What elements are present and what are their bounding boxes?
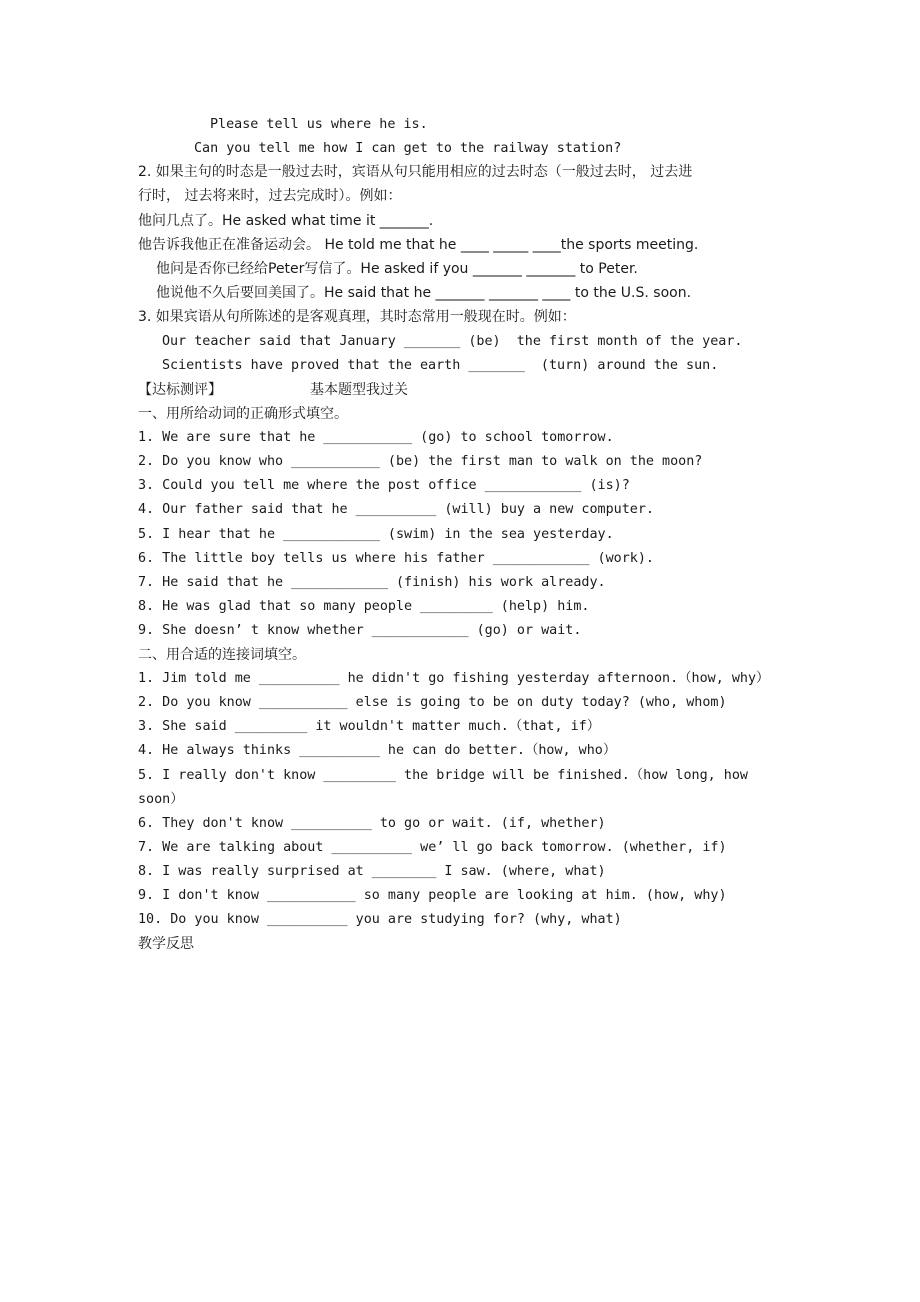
exercise-item: 2. Do you know ___________ else is going to be on duty today? (who, whom)	[138, 695, 727, 710]
exercise-item: 3. Could you tell me where the post office ____________ (is)?	[138, 478, 630, 493]
rule-3: 3. 如果宾语从句所陈述的是客观真理，其时态常用一般现在时。例如：	[138, 309, 576, 325]
example-teacher: Our teacher said that January _______ (be) the first month of the year.	[162, 334, 743, 349]
exercise-item: 5. I hear that he ____________ (swim) in the sea yesterday.	[138, 527, 614, 542]
part-2-heading: 二、用合适的连接词填空。	[138, 647, 306, 663]
section-subtitle: 基本题型我过关	[310, 382, 408, 398]
example-what-time: 他问几点了。He asked what time it _______.	[138, 213, 434, 229]
exercise-item: 2. Do you know who ___________ (be) the first man to walk on the moon?	[138, 454, 703, 469]
example-please-tell: Please tell us where he is.	[210, 117, 428, 132]
exercise-item: 1. Jim told me __________ he didn't go fishing yesterday afternoon.（how, why）	[138, 671, 770, 686]
example-earth: Scientists have proved that the earth _______ (turn) around the sun.	[162, 358, 719, 373]
exercise-item: 1. We are sure that he ___________ (go) to school tomorrow.	[138, 430, 614, 445]
exercise-item: 8. He was glad that so many people _________ (help) him.	[138, 599, 590, 614]
exercise-item: 9. She doesn’ t know whether ____________ (go) or wait.	[138, 623, 582, 638]
section-title: 【达标测评】	[138, 382, 222, 398]
exercise-item: 4. He always thinks __________ he can do better.（how, who）	[138, 743, 617, 758]
exercise-item: 8. I was really surprised at ________ I saw. (where, what)	[138, 864, 606, 879]
exercise-item: 5. I really don't know _________ the bridge will be finished.（how long, how	[138, 768, 748, 783]
exercise-item: 3. She said _________ it wouldn't matter much.（that, if）	[138, 719, 601, 734]
part-1-heading: 一、用所给动词的正确形式填空。	[138, 406, 348, 422]
exercise-item: 9. I don't know ___________ so many people are looking at him. (how, why)	[138, 888, 727, 903]
example-sports-meeting: 他告诉我他正在准备运动会。 He told me that he ____ _____ ____the sports meeting.	[138, 237, 699, 253]
exercise-item: 6. The little boy tells us where his father ____________ (work).	[138, 551, 654, 566]
example-can-you-tell: Can you tell me how I can get to the railway station?	[194, 141, 622, 156]
exercise-item: 10. Do you know __________ you are studying for? (why, what)	[138, 912, 622, 927]
teaching-reflection: 教学反思	[138, 936, 194, 952]
exercise-item: 7. We are talking about __________ we’ ll go back tomorrow. (whether, if)	[138, 840, 727, 855]
exercise-item: 6. They don't know __________ to go or wait. (if, whether)	[138, 816, 606, 831]
rule-2-line-2: 行时， 过去将来时，过去完成时）。例如：	[138, 188, 402, 204]
exercise-item: 7. He said that he ____________ (finish) his work already.	[138, 575, 606, 590]
example-peter: 他问是否你已经给Peter写信了。He asked if you _______ _______ to Peter.	[156, 261, 638, 277]
exercise-item-continued: soon）	[138, 792, 184, 807]
rule-2-line-1: 2. 如果主句的时态是一般过去时，宾语从句只能用相应的过去时态（一般过去时， 过去进	[138, 164, 693, 180]
exercise-item: 4. Our father said that he __________ (will) buy a new computer.	[138, 502, 654, 517]
example-us: 他说他不久后要回美国了。He said that he _______ _______ ____ to the U.S. soon.	[156, 285, 692, 301]
